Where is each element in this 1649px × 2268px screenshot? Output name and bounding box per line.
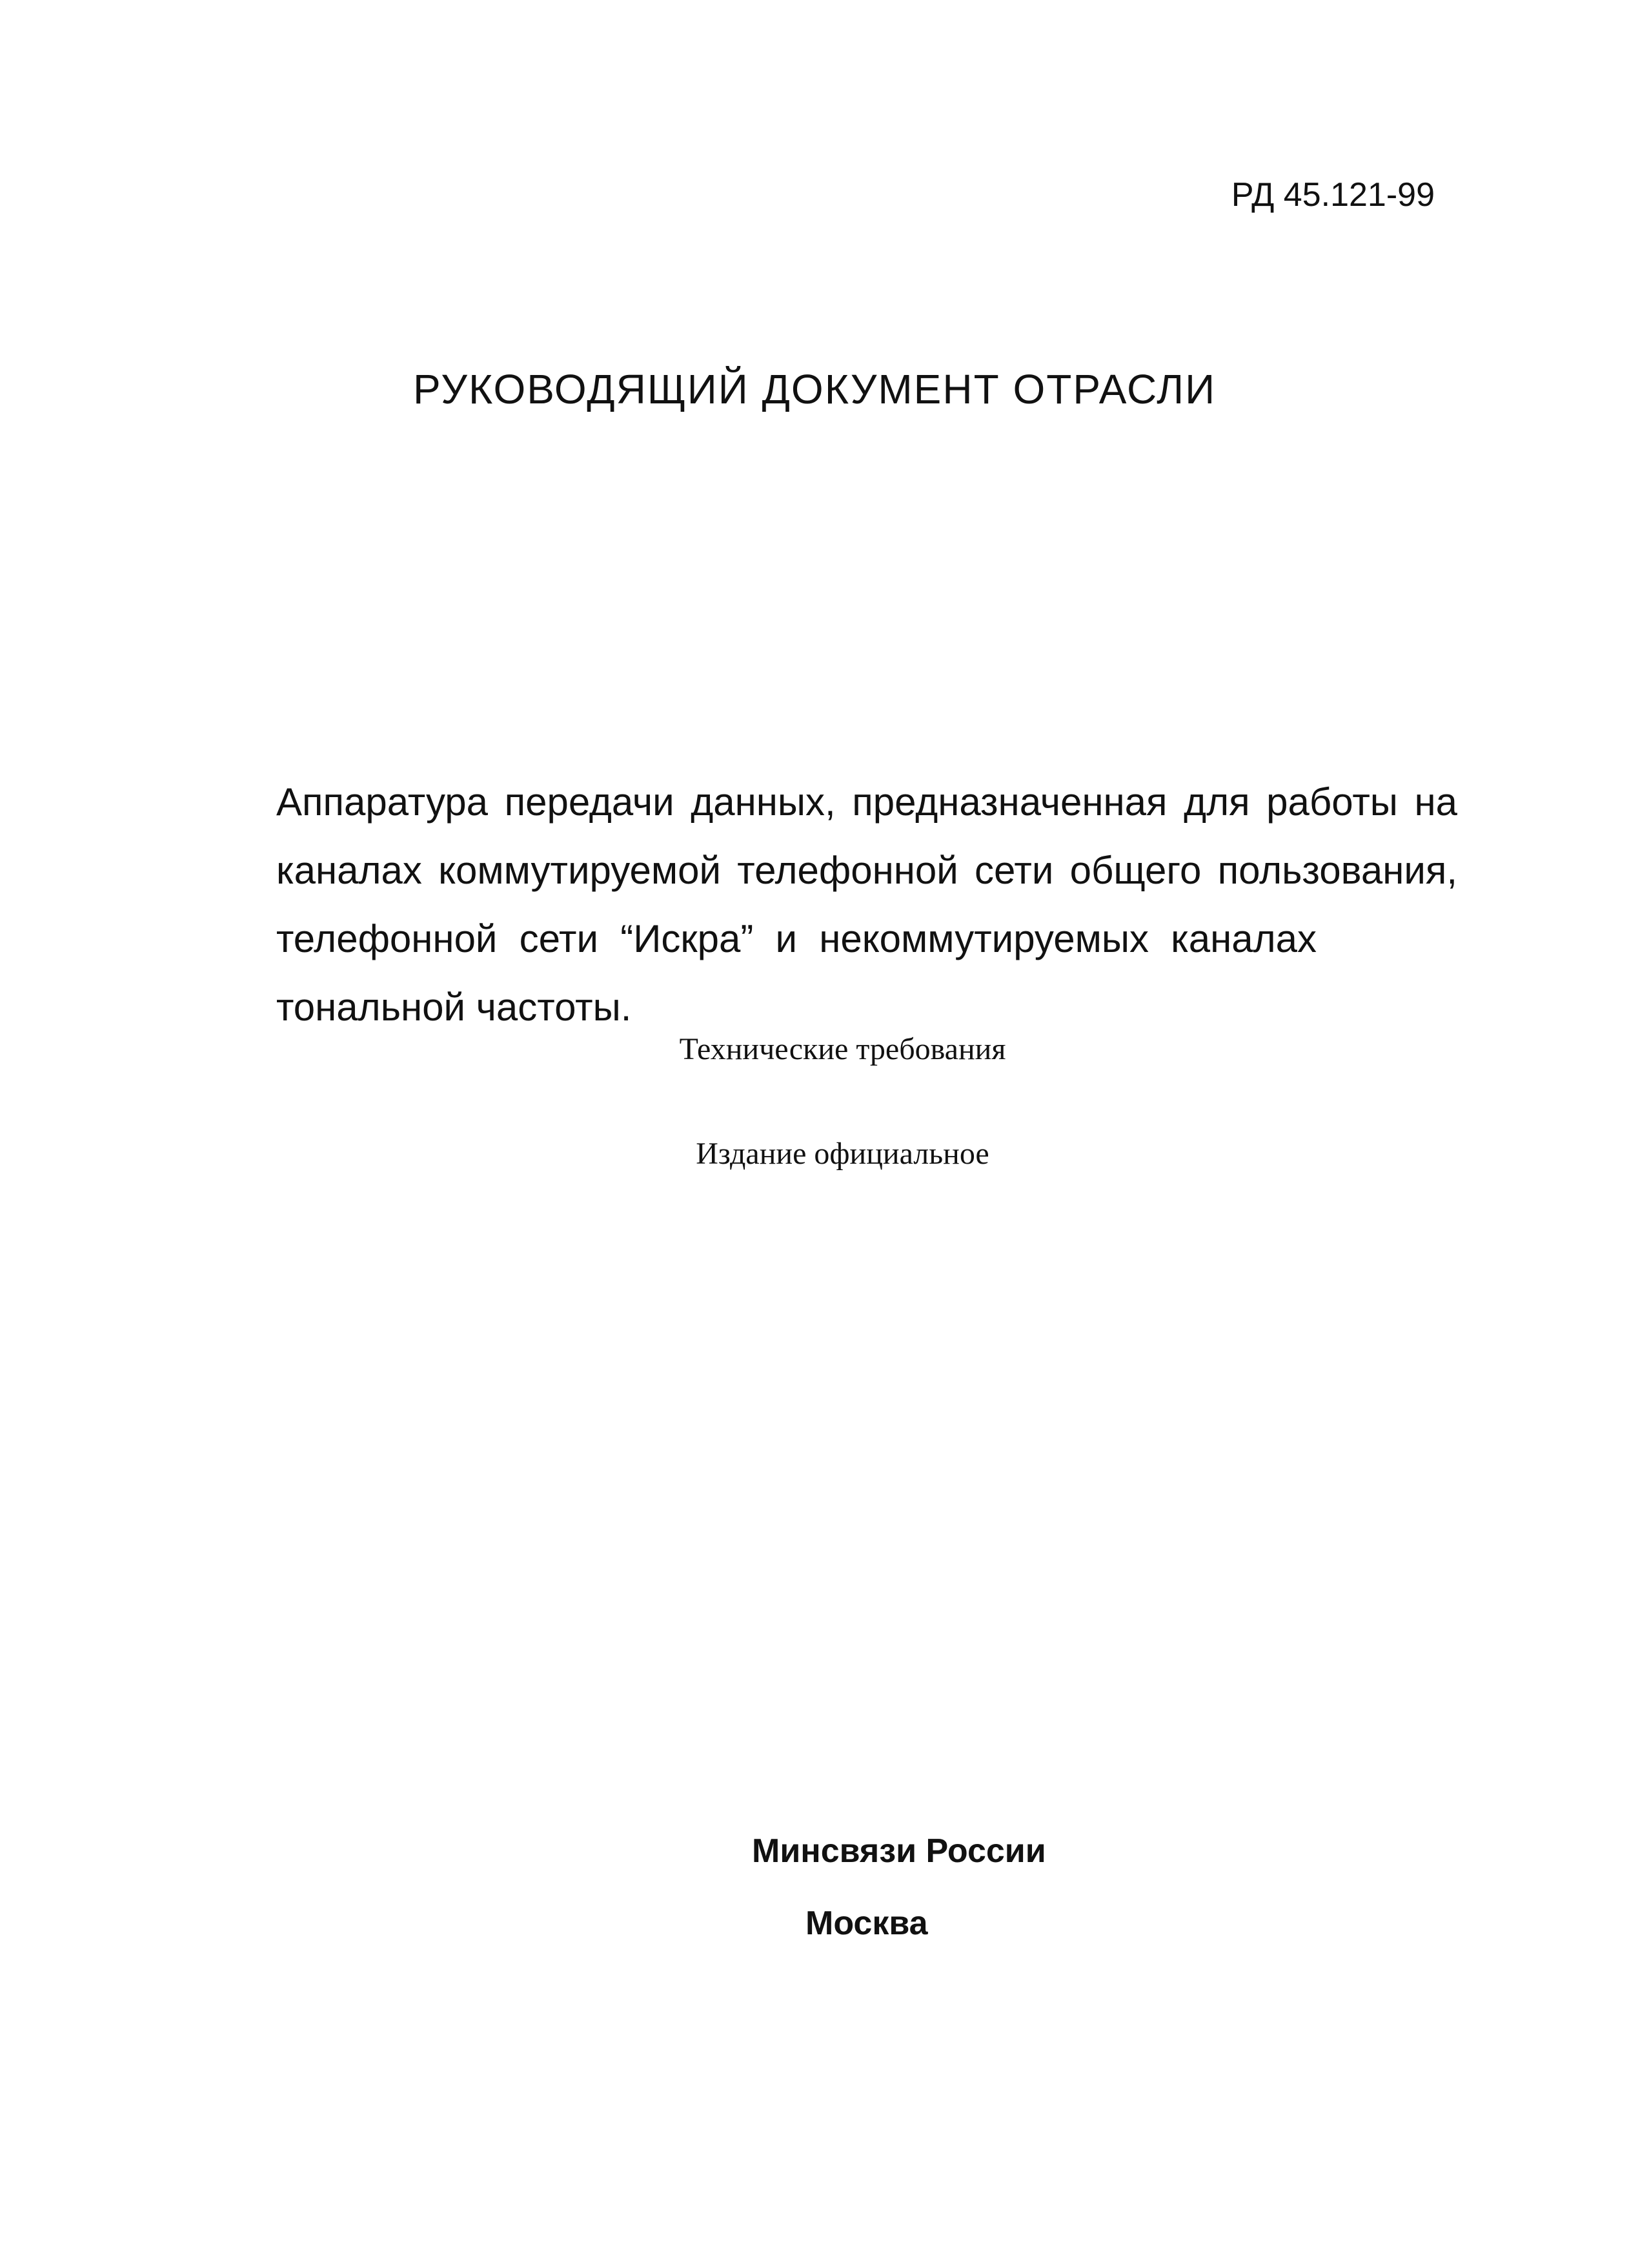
publisher-city: Москва [805, 1905, 928, 1942]
subject-line: тональной частоты. [276, 986, 632, 1029]
requirements-label: Технические требования [679, 1032, 1006, 1066]
edition-label: Издание официальное [696, 1137, 989, 1171]
document-subject [276, 768, 1457, 1042]
subject-line: телефонной сети “Искра” и некоммутируемых каналах [276, 917, 1317, 960]
subject-line: каналах коммутируемой телефонной сети общего пользования, [276, 849, 1457, 892]
document-code: РД 45.121-99 [1231, 176, 1435, 214]
publisher-name: Минсвязи России [752, 1832, 1046, 1870]
document-heading: РУКОВОДЯЩИЙ ДОКУМЕНТ ОТРАСЛИ [413, 366, 1217, 412]
subject-line: Аппаратура передачи данных, предназначенная для работы на [276, 780, 1457, 824]
